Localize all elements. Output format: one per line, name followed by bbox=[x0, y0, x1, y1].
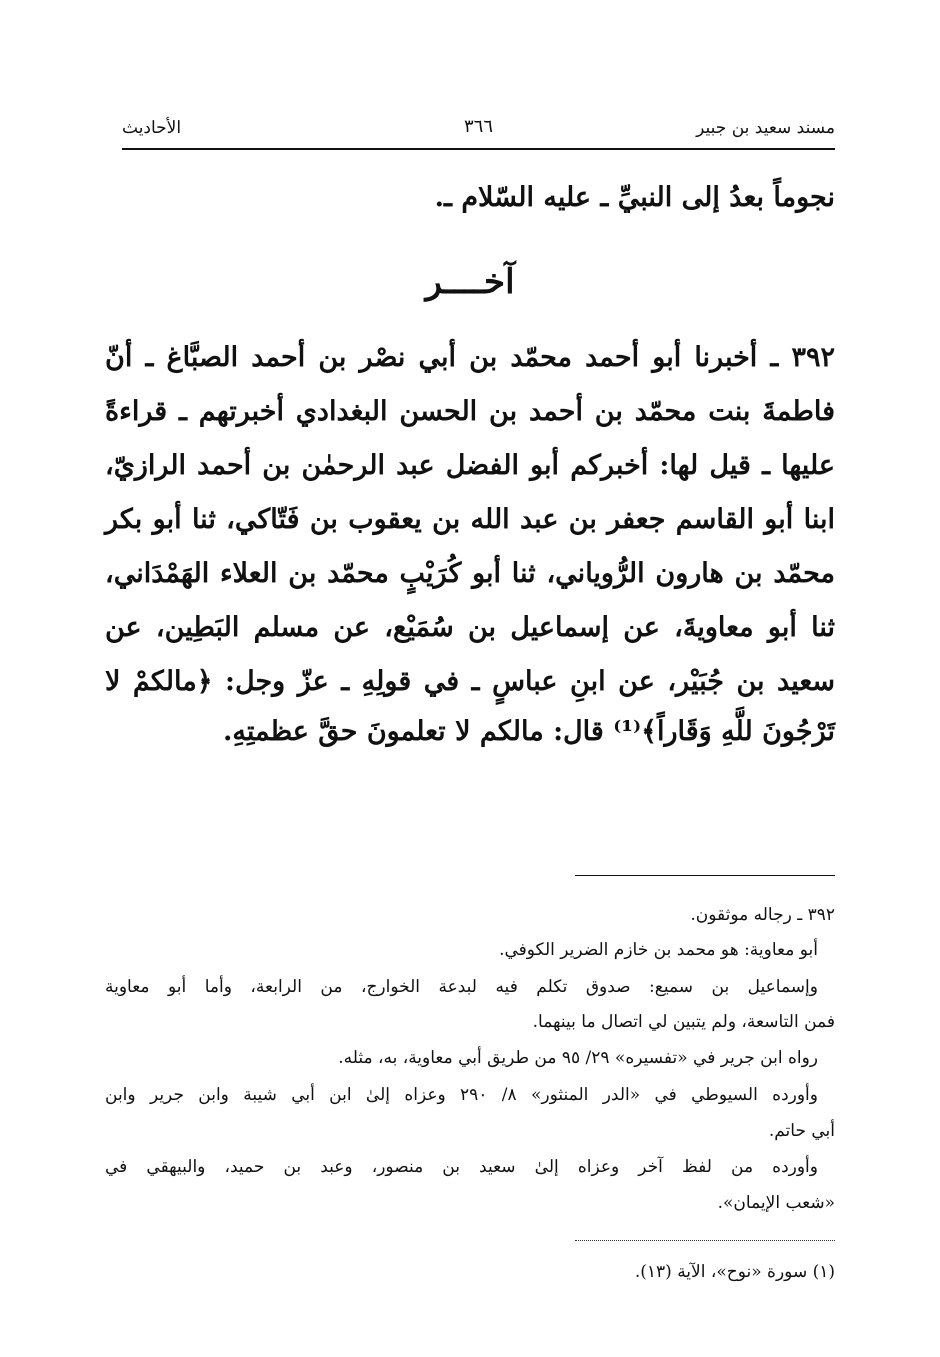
note-line: فمن التاسعة، ولم يتبين لي اتصال ما بينهما. bbox=[532, 1012, 835, 1032]
footnote: (١) سورة «نوح»، الآية (١٣). bbox=[634, 1262, 835, 1282]
footnote-separator bbox=[575, 1240, 835, 1241]
hadith-line: ابنا أبو القاسم جعفر بن عبد الله بن يعقوب بن فَتّاكي، ثنا أبو بكر bbox=[105, 504, 835, 535]
note-line: وأورده من لفظ آخر وعزاه إلىٰ سعيد بن منصور، وعبد بن حميد، والبيهقي في bbox=[105, 1157, 818, 1177]
note-line: رواه ابن جرير في «تفسيره» ٢٩/ ٩٥ من طريق أبي معاوية، به، مثله. bbox=[338, 1048, 818, 1068]
section-title: آخــــر bbox=[425, 262, 515, 302]
hadith-line: سعيد بن جُبَيْر، عن ابنِ عباسٍ ـ في قولِهِ ـ عزّ وجل: ﴿مالكمْ لا bbox=[105, 666, 835, 697]
book-title: مسند سعيد بن جبير bbox=[696, 118, 835, 138]
note-line: «شعب الإيمان». bbox=[717, 1193, 835, 1213]
hadith-line: محمّد بن هارون الرُّوياني، ثنا أبو كُرَيْبٍ محمّد بن العلاء الهَمْدَاني، bbox=[105, 558, 835, 589]
hadith-line: عليها ـ قيل لها: أخبركم أبو الفضل عبد الرحمٰن بن أحمد الرازيّ، bbox=[105, 450, 835, 481]
note-line: وأورده السيوطي في «الدر المنثور» ٨/ ٢٩٠ وعزاه إلىٰ ابن أبي شيبة وابن جرير وابن bbox=[105, 1085, 818, 1105]
opening-line: نجوماً بعدُ إلى النبيِّ ـ عليه السّلام ـ. bbox=[434, 182, 835, 213]
hadith-line: فاطمةَ بنت محمّد بن أحمد بن الحسن البغدادي أخبرتهم ـ قراءةً bbox=[105, 396, 835, 427]
note-line: ٣٩٢ ـ رجاله موثقون. bbox=[690, 905, 835, 925]
hadith-line: تَرْجُونَ للَّهِ وَقَاراً﴾⁽¹⁾ قال: مالكم لا تعلمونَ حقَّ عظمتِهِ. bbox=[222, 716, 835, 747]
page-number: ٣٦٦ bbox=[463, 116, 494, 137]
note-line: أبو معاوية: هو محمد بن خازم الضرير الكوفي. bbox=[499, 940, 818, 960]
hadith-line: ٣٩٢ ـ أخبرنا أبو أحمد محمّد بن أبي نصْر بن أحمد الصبَّاغ ـ أنّ bbox=[105, 342, 835, 373]
note-line: أبي حاتم. bbox=[768, 1121, 835, 1141]
hadith-line: ثنا أبو معاويةَ، عن إسماعيل بن سُمَيْع، عن مسلم البَطِين، عن bbox=[105, 612, 835, 643]
note-line: وإسماعيل بن سميع: صدوق تكلم فيه لبدعة الخوارج، من الرابعة، وأما أبو معاوية bbox=[105, 977, 818, 997]
notes-separator bbox=[575, 875, 835, 876]
page-header bbox=[122, 112, 835, 150]
section-name: الأحاديث bbox=[122, 118, 182, 138]
